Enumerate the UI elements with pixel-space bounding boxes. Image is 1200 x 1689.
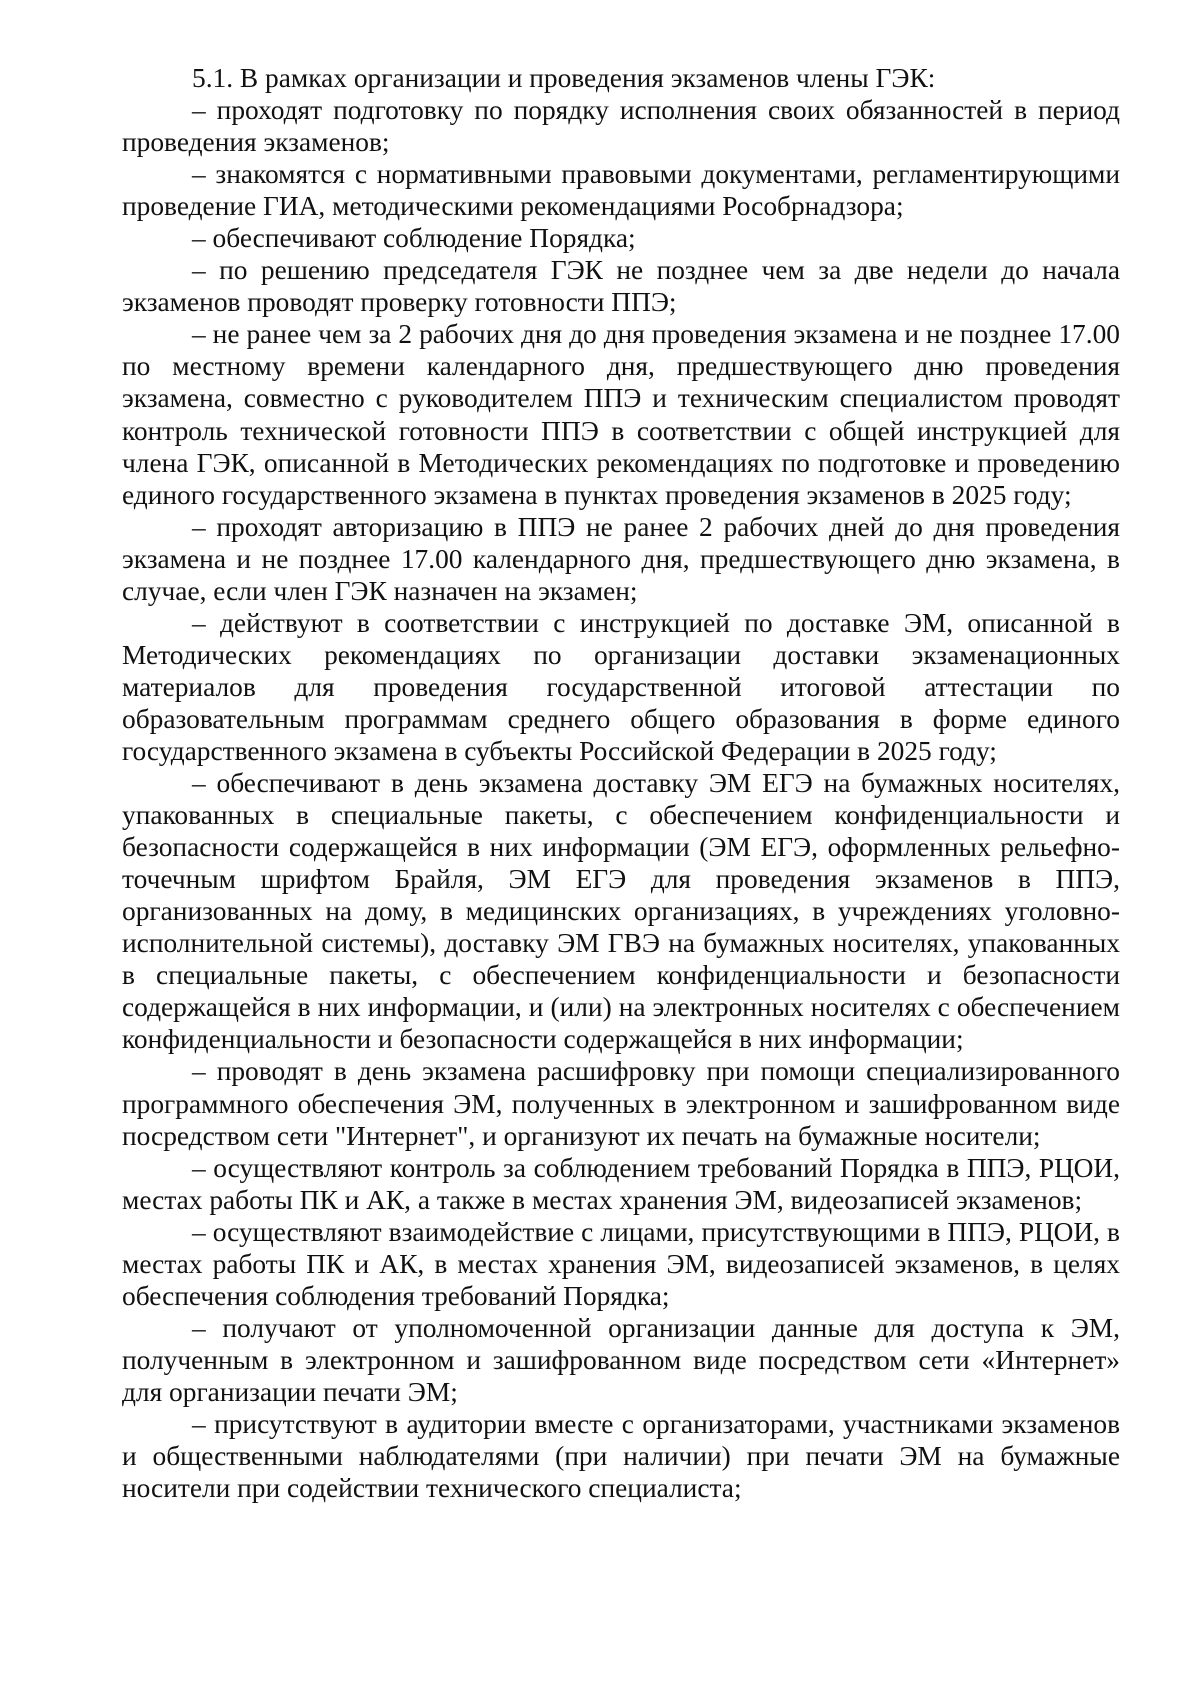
list-item-access-data: – получают от уполномоченной организации данные для доступа к ЭМ, полученным в электронном и зашифрованном виде посредством сети «Интернет» для организации печати ЭМ; (122, 1312, 1120, 1407)
list-item-materials-delivery: – обеспечивают в день экзамена доставку ЭМ ЕГЭ на бумажных носителях, упакованных в специальные пакеты, с обеспечением конфиденциальности и безопасности содержащейся в них информации (ЭМ ЕГЭ, оформленных рельефно-точечным шрифтом Брайля, ЭМ ЕГЭ для проведения экзаменов в ППЭ, организованных на дому, в медицинских организациях, в учреждениях уголовно-исполнительной системы), доставку ЭМ ГВЭ на бумажных носителях, упакованных в специальные пакеты, с обеспечением конфиденциальности и безопасности содержащейся в них информации, и (или) на электронных носителях с обеспечением конфиденциальности и безопасности содержащейся в них информации; (122, 768, 1120, 1055)
list-item-delivery-instructions: – действуют в соответствии с инструкцией по доставке ЭМ, описанной в Методических рекомендациях по организации доставки экзаменационных материалов для проведения государственной итоговой аттестации по образовательным программам среднего общего образования в форме единого государственного экзамена в субъекты Российской Федерации в 2025 году; (122, 607, 1120, 766)
list-item-printing-presence: – присутствуют в аудитории вместе с организаторами, участниками экзаменов и общественными наблюдателями (при наличии) при печати ЭМ на бумажные носители при содействии технического специалиста; (122, 1408, 1120, 1504)
list-item-readiness-check: – по решению председателя ГЭК не позднее чем за две недели до начала экзаменов проводят проверку готовности ППЭ; (122, 255, 1120, 318)
list-item-technical-control: – не ранее чем за 2 рабочих дня до дня проведения экзамена и не позднее 17.00 по местному времени календарного дня, предшествующего дню проведения экзамена, совместно с руководителем ППЭ и техническим специалистом проводят контроль технической готовности ППЭ в соответствии с общей инструкцией для члена ГЭК, описанной в Методических рекомендациях по подготовке и проведению единого государственного экзамена в пунктах проведения экзаменов в 2025 году; (122, 319, 1120, 510)
list-item-regulations: – знакомятся с нормативными правовыми документами, регламентирующими проведение ГИА, методическими рекомендациями Рособрнадзора; (122, 159, 1120, 222)
list-item-authorization: – проходят авторизацию в ППЭ не ранее 2 рабочих дней до дня проведения экзамена и не позднее 17.00 календарного дня, предшествующего дню экзамена, в случае, если член ГЭК назначен на экзамен; (122, 511, 1120, 606)
list-item-decryption: – проводят в день экзамена расшифровку при помощи специализированного программного обеспечения ЭМ, полученных в электронном и зашифрованном виде посредством сети "Интернет", и организуют их печать на бумажные носители; (122, 1056, 1120, 1151)
list-item-compliance: – обеспечивают соблюдение Порядка; (192, 223, 636, 254)
section-heading-5-1: 5.1. В рамках организации и проведения экзаменов члены ГЭК: (192, 63, 936, 93)
list-item-training: – проходят подготовку по порядку исполнения своих обязанностей в период проведения экзаменов; (122, 95, 1120, 158)
list-item-interaction: – осуществляют взаимодействие с лицами, присутствующими в ППЭ, РЦОИ, в местах работы ПК и АК, в местах хранения ЭМ, видеозаписей экзаменов, в целях обеспечения соблюдения требований Порядка; (122, 1216, 1120, 1311)
list-item-monitoring: – осуществляют контроль за соблюдением требований Порядка в ППЭ, РЦОИ, местах работы ПК и АК, а также в местах хранения ЭМ, видеозаписей экзаменов; (122, 1152, 1120, 1215)
document-body (122, 62, 1120, 1504)
